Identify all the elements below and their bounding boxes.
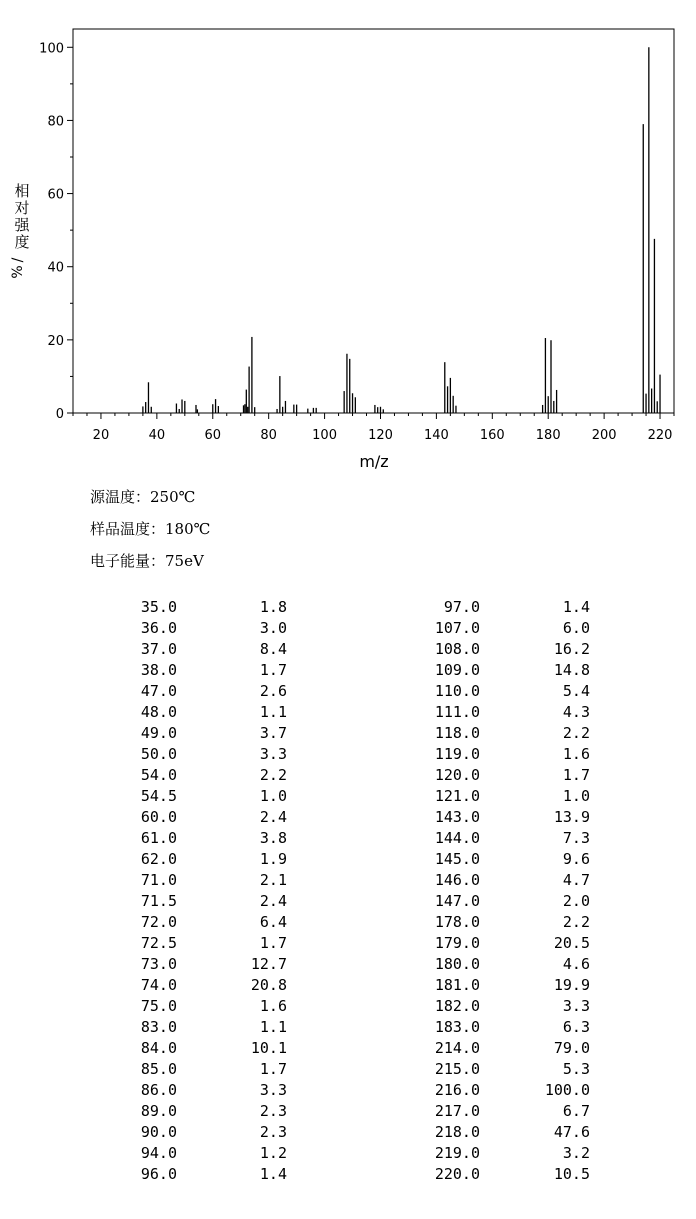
intensity-cell: 2.4 xyxy=(259,808,287,826)
mz-cell: 218.0 xyxy=(434,1123,480,1141)
mz-cell: 62.0 xyxy=(140,850,177,868)
table-row xyxy=(0,892,696,913)
x-tick-label: 220 xyxy=(647,428,673,443)
y-tick-label: 80 xyxy=(47,114,64,130)
mz-cell: 97.0 xyxy=(443,598,480,616)
intensity-cell: 3.3 xyxy=(259,1081,287,1099)
intensity-cell: 6.4 xyxy=(259,913,287,931)
intensity-cell: 2.3 xyxy=(259,1123,287,1141)
sample-temperature: 样品温度：180℃ xyxy=(90,520,211,538)
mz-cell: 94.0 xyxy=(140,1144,177,1162)
table-row xyxy=(0,640,696,661)
intensity-cell: 3.2 xyxy=(562,1144,590,1162)
table-row xyxy=(0,934,696,955)
intensity-cell: 14.8 xyxy=(553,661,590,679)
intensity-cell: 79.0 xyxy=(553,1039,590,1057)
intensity-cell: 1.7 xyxy=(259,1060,287,1078)
table-row xyxy=(0,1039,696,1060)
mz-cell: 89.0 xyxy=(140,1102,177,1120)
x-axis-label: m/z xyxy=(359,452,389,471)
x-tick-label: 180 xyxy=(535,428,561,443)
mz-cell: 90.0 xyxy=(140,1123,177,1141)
intensity-cell: 2.4 xyxy=(259,892,287,910)
table-row xyxy=(0,871,696,892)
x-tick-label: 40 xyxy=(148,428,166,443)
intensity-cell: 20.5 xyxy=(553,934,590,952)
mz-cell: 118.0 xyxy=(434,724,480,742)
mz-cell: 214.0 xyxy=(434,1039,480,1057)
mass-spectrum-chart xyxy=(0,0,696,480)
table-row xyxy=(0,703,696,724)
mz-cell: 71.5 xyxy=(140,892,177,910)
intensity-cell: 7.3 xyxy=(562,829,590,847)
mz-cell: 111.0 xyxy=(434,703,480,721)
intensity-cell: 6.7 xyxy=(562,1102,590,1120)
y-label-char: 对 xyxy=(14,199,30,217)
intensity-cell: 20.8 xyxy=(250,976,287,994)
y-label-char: 相 xyxy=(14,182,30,200)
mz-cell: 180.0 xyxy=(434,955,480,973)
mz-cell: 85.0 xyxy=(140,1060,177,1078)
table-row xyxy=(0,1165,696,1186)
table-row xyxy=(0,787,696,808)
intensity-cell: 1.9 xyxy=(259,850,287,868)
x-tick-label: 120 xyxy=(368,428,393,443)
source-temperature: 源温度：250℃ xyxy=(90,488,196,506)
mz-cell: 215.0 xyxy=(434,1060,480,1078)
intensity-cell: 2.2 xyxy=(259,766,287,784)
intensity-cell: 3.3 xyxy=(259,745,287,763)
intensity-cell: 1.2 xyxy=(259,1144,287,1162)
mz-cell: 144.0 xyxy=(434,829,480,847)
intensity-cell: 16.2 xyxy=(553,640,590,658)
mz-cell: 54.0 xyxy=(140,766,177,784)
intensity-cell: 1.7 xyxy=(259,661,287,679)
intensity-cell: 4.7 xyxy=(562,871,590,889)
x-tick-label: 20 xyxy=(92,428,110,443)
x-tick-label: 80 xyxy=(260,428,277,443)
intensity-cell: 1.1 xyxy=(259,1018,287,1036)
intensity-cell: 3.8 xyxy=(259,829,287,847)
mz-cell: 181.0 xyxy=(434,976,480,994)
table-row xyxy=(0,766,696,787)
mz-cell: 96.0 xyxy=(140,1165,177,1183)
x-tick-label: 160 xyxy=(479,428,505,443)
x-tick-label: 200 xyxy=(591,428,617,443)
mz-cell: 72.0 xyxy=(140,913,177,931)
mz-cell: 146.0 xyxy=(434,871,480,889)
y-label-char: / xyxy=(10,257,26,263)
intensity-cell: 1.7 xyxy=(562,766,590,784)
table-row xyxy=(0,619,696,640)
table-row xyxy=(0,997,696,1018)
intensity-cell: 1.1 xyxy=(259,703,287,721)
mz-cell: 74.0 xyxy=(140,976,177,994)
mz-cell: 50.0 xyxy=(140,745,177,763)
intensity-cell: 2.0 xyxy=(562,892,590,910)
intensity-cell: 6.0 xyxy=(562,619,590,637)
intensity-cell: 100.0 xyxy=(544,1081,590,1099)
mz-cell: 145.0 xyxy=(434,850,480,868)
mz-cell: 83.0 xyxy=(140,1018,177,1036)
y-tick-label: 0 xyxy=(55,407,64,422)
table-row xyxy=(0,829,696,850)
table-row xyxy=(0,1081,696,1102)
table-row xyxy=(0,745,696,766)
intensity-cell: 10.1 xyxy=(250,1039,287,1057)
mz-cell: 36.0 xyxy=(140,619,177,637)
intensity-cell: 47.6 xyxy=(553,1123,590,1141)
intensity-cell: 8.4 xyxy=(259,640,287,658)
intensity-cell: 13.9 xyxy=(553,808,590,826)
mz-cell: 38.0 xyxy=(140,661,177,679)
table-row xyxy=(0,808,696,829)
intensity-cell: 2.1 xyxy=(259,871,287,889)
table-row xyxy=(0,955,696,976)
table-row xyxy=(0,913,696,934)
mz-cell: 220.0 xyxy=(434,1165,480,1183)
table-row xyxy=(0,1018,696,1039)
mz-cell: 75.0 xyxy=(140,997,177,1015)
table-row xyxy=(0,976,696,997)
mz-cell: 178.0 xyxy=(434,913,480,931)
intensity-cell: 4.3 xyxy=(562,703,590,721)
intensity-cell: 3.3 xyxy=(562,997,590,1015)
intensity-cell: 1.6 xyxy=(259,997,287,1015)
mz-cell: 49.0 xyxy=(140,724,177,742)
mz-cell: 108.0 xyxy=(434,640,480,658)
table-row xyxy=(0,682,696,703)
y-label-char: 强 xyxy=(14,216,30,234)
mz-cell: 61.0 xyxy=(140,829,177,847)
intensity-cell: 2.3 xyxy=(259,1102,287,1120)
intensity-cell: 2.6 xyxy=(259,682,287,700)
intensity-cell: 1.8 xyxy=(259,598,287,616)
mz-cell: 121.0 xyxy=(434,787,480,805)
y-label-char: 度 xyxy=(14,233,30,251)
mz-cell: 120.0 xyxy=(434,766,480,784)
intensity-cell: 1.7 xyxy=(259,934,287,952)
mz-cell: 107.0 xyxy=(434,619,480,637)
intensity-cell: 12.7 xyxy=(250,955,287,973)
intensity-cell: 19.9 xyxy=(553,976,590,994)
table-row xyxy=(0,1123,696,1144)
intensity-cell: 6.3 xyxy=(562,1018,590,1036)
y-tick-label: 60 xyxy=(47,187,64,203)
y-tick-label: 20 xyxy=(47,333,64,349)
x-tick-label: 100 xyxy=(312,428,337,443)
mz-cell: 217.0 xyxy=(434,1102,480,1120)
mz-cell: 143.0 xyxy=(434,808,480,826)
mz-cell: 84.0 xyxy=(140,1039,177,1057)
intensity-cell: 1.4 xyxy=(259,1165,287,1183)
intensity-cell: 1.6 xyxy=(562,745,590,763)
intensity-cell: 1.4 xyxy=(562,598,590,616)
mz-cell: 35.0 xyxy=(140,598,177,616)
mz-cell: 109.0 xyxy=(434,661,480,679)
chart-axes xyxy=(39,29,674,443)
mz-cell: 48.0 xyxy=(140,703,177,721)
table-row xyxy=(0,1102,696,1123)
intensity-cell: 3.0 xyxy=(259,619,287,637)
mz-cell: 54.5 xyxy=(140,787,177,805)
intensity-cell: 5.4 xyxy=(562,682,590,700)
mz-cell: 216.0 xyxy=(434,1081,480,1099)
electron-energy: 电子能量：75eV xyxy=(90,552,204,570)
mz-cell: 73.0 xyxy=(140,955,177,973)
y-tick-label: 40 xyxy=(47,260,64,276)
mz-cell: 110.0 xyxy=(434,682,480,700)
table-row xyxy=(0,724,696,745)
intensity-cell: 2.2 xyxy=(562,913,590,931)
y-tick-label: 100 xyxy=(39,41,64,57)
table-row xyxy=(0,1060,696,1081)
y-axis-label xyxy=(10,182,30,279)
mz-cell: 179.0 xyxy=(434,934,480,952)
intensity-cell: 1.0 xyxy=(259,787,287,805)
y-label-char: % xyxy=(10,265,26,279)
mz-cell: 147.0 xyxy=(434,892,480,910)
intensity-cell: 5.3 xyxy=(562,1060,590,1078)
intensity-cell: 3.7 xyxy=(259,724,287,742)
chart-bars xyxy=(143,47,660,413)
intensity-cell: 2.2 xyxy=(562,724,590,742)
mz-cell: 71.0 xyxy=(140,871,177,889)
mz-cell: 183.0 xyxy=(434,1018,480,1036)
table-row xyxy=(0,850,696,871)
table-row xyxy=(0,598,696,619)
intensity-cell: 10.5 xyxy=(553,1165,590,1183)
table-row xyxy=(0,661,696,682)
intensity-cell: 1.0 xyxy=(562,787,590,805)
mz-cell: 47.0 xyxy=(140,682,177,700)
mz-cell: 86.0 xyxy=(140,1081,177,1099)
mz-cell: 60.0 xyxy=(140,808,177,826)
mz-cell: 37.0 xyxy=(140,640,177,658)
mz-cell: 72.5 xyxy=(140,934,177,952)
mz-cell: 119.0 xyxy=(434,745,480,763)
intensity-cell: 9.6 xyxy=(562,850,590,868)
plot-frame xyxy=(73,29,674,413)
mz-cell: 219.0 xyxy=(434,1144,480,1162)
mz-cell: 182.0 xyxy=(434,997,480,1015)
table-row xyxy=(0,1144,696,1165)
intensity-cell: 4.6 xyxy=(562,955,590,973)
x-tick-label: 60 xyxy=(204,428,222,443)
x-tick-label: 140 xyxy=(423,428,449,443)
